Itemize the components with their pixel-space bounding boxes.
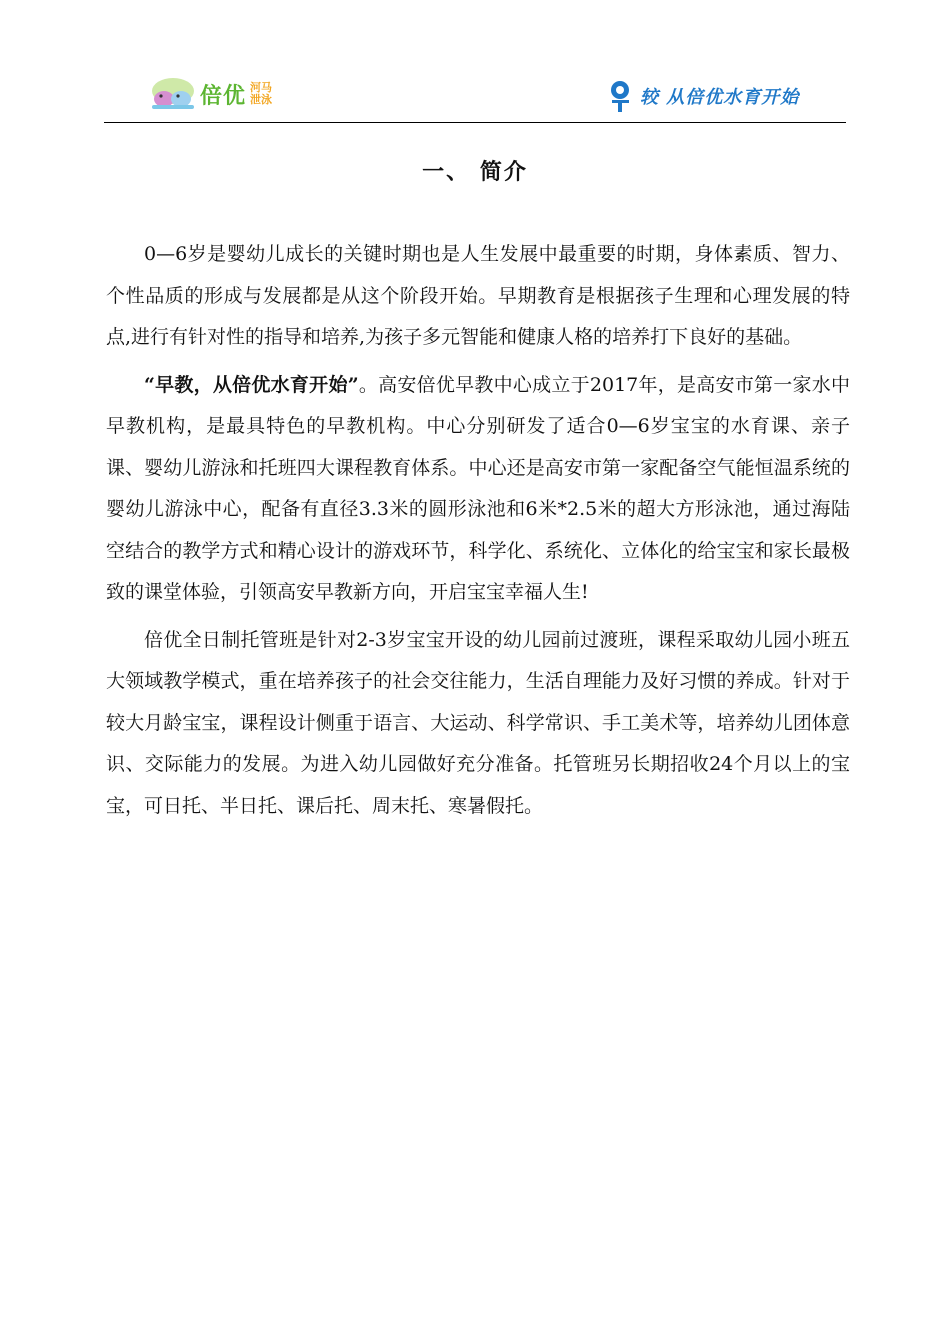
brand-name: 倍优 xyxy=(200,83,247,109)
brand-subtitle xyxy=(250,82,272,106)
slogan-quote: “早教，从倍优水育开始” xyxy=(144,373,359,396)
early-edu-mark-icon xyxy=(606,79,636,113)
header-divider xyxy=(104,122,846,123)
page-header xyxy=(0,0,950,124)
paragraph-intro-text: 0—6岁是婴幼儿成长的关键时期也是人生发展中最重要的时期，身体素质、智力、个性品质的形成与发展都是从这个阶段开始。早期教育是根据孩子生理和心理发展的特点,进行有针对性的指导和培养,为孩子多元智能和健康人格的培养打下良好的基础。 xyxy=(106,243,850,348)
paragraph-center xyxy=(106,365,850,614)
paragraph-intro xyxy=(106,234,850,359)
paragraph-daycare-text: 倍优全日制托管班是针对2-3岁宝宝开设的幼儿园前过渡班，课程采取幼儿园小班五大领域教学模式，重在培养孩子的社会交往能力，生活自理能力及好习惯的养成。针对于较大月龄宝宝，课程设计侧重于语言、大运动、科学常识、手工美术等，培养幼儿团体意识、交际能力的发展。为进入幼儿园做好充分准备。托管班另长期招收24个月以上的宝宝，可日托、半日托、课后托、周末托、寒暑假托。 xyxy=(106,628,850,817)
brand-sub-line-2: 泄泳 xyxy=(250,93,273,106)
paragraph-daycare xyxy=(106,620,850,828)
slogan-logo xyxy=(606,78,799,114)
page-title: 一、 简介 xyxy=(422,159,528,185)
slogan-text: 较 从倍优水育开始 xyxy=(640,87,800,108)
brand-sub-line-1: 河马 xyxy=(250,81,273,94)
brand-logo xyxy=(150,74,272,114)
hippo-logo-icon xyxy=(150,77,196,111)
document-body xyxy=(106,234,850,833)
paragraph-center-text: 。高安倍优早教中心成立于2017年，是高安市第一家水中早教机构，是最具特色的早教机构。中心分别研发了适合0—6岁宝宝的水育课、亲子课、婴幼儿游泳和托班四大课程教育体系。中心还是高安市第一家配备空气能恒温系统的婴幼儿游泳中心，配备有直径3.3米的圆形泳池和6米*2.5米的超大方形泳池，通过海陆空结合的教学方式和精心设计的游戏环节，科学化、系统化、立体化的给宝宝和家长最极致的课堂体验，引领高安早教新方向，开启宝宝幸福人生! xyxy=(106,373,851,603)
